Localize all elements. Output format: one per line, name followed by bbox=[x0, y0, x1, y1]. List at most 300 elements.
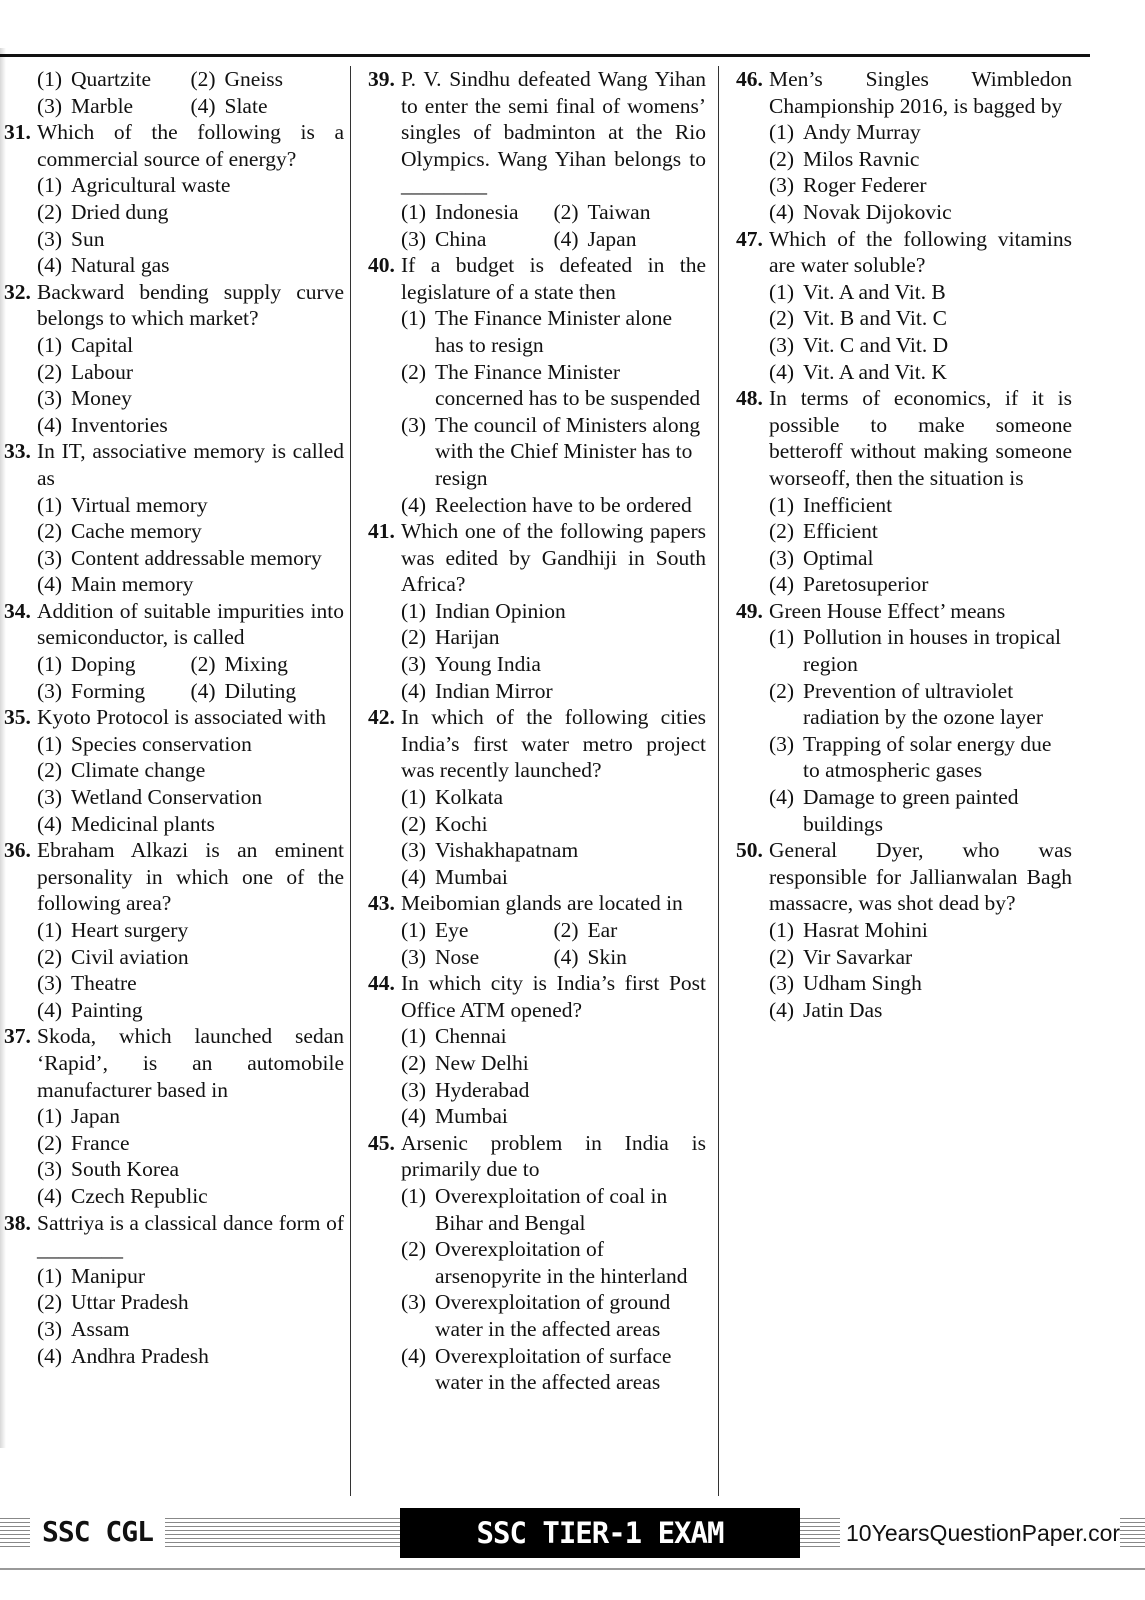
option bbox=[191, 651, 345, 678]
question-text: Green House Effect’ means bbox=[769, 598, 1006, 623]
question-number: 38. bbox=[4, 1210, 31, 1235]
option-number: (4) bbox=[401, 1343, 427, 1368]
option-number: (4) bbox=[401, 864, 427, 889]
option bbox=[401, 1050, 706, 1077]
option bbox=[554, 944, 707, 971]
option-number: (3) bbox=[37, 678, 63, 703]
option bbox=[769, 997, 1072, 1024]
option bbox=[401, 784, 706, 811]
option bbox=[37, 1263, 344, 1290]
question-block bbox=[368, 252, 706, 518]
option-number: (3) bbox=[37, 545, 63, 570]
question-number: 47. bbox=[736, 226, 763, 251]
option-text: Wetland Conservation bbox=[71, 785, 263, 810]
option-text: Pollution in houses in tropical region bbox=[803, 625, 1061, 677]
question-text: Skoda, which launched sedan ‘Rapid’, is an automobile manufacturer based in bbox=[37, 1024, 344, 1102]
option bbox=[37, 545, 344, 572]
option-number: (4) bbox=[401, 492, 427, 517]
option-number: (4) bbox=[190, 678, 216, 703]
option-text: Main memory bbox=[71, 572, 194, 597]
option-number: (1) bbox=[37, 67, 63, 91]
option-text: Overexploitation of coal in Bihar and Bengal bbox=[435, 1183, 668, 1235]
question-stem bbox=[736, 837, 1072, 917]
option bbox=[769, 944, 1072, 971]
option bbox=[401, 412, 706, 492]
option-text: Assam bbox=[71, 1316, 130, 1341]
option-number: (4) bbox=[769, 359, 795, 384]
column-divider-2 bbox=[718, 66, 719, 1496]
question-number: 46. bbox=[736, 67, 763, 91]
question-number: 44. bbox=[368, 971, 395, 996]
option-row bbox=[37, 651, 344, 678]
option-number: (2) bbox=[769, 944, 795, 969]
question-block bbox=[368, 970, 706, 1130]
option-row bbox=[37, 66, 344, 93]
option bbox=[37, 997, 344, 1024]
option bbox=[769, 119, 1072, 146]
option-number: (3) bbox=[401, 944, 427, 969]
options-list bbox=[37, 332, 344, 438]
option-row bbox=[401, 226, 706, 253]
question-number: 35. bbox=[4, 705, 31, 730]
option-number: (3) bbox=[37, 386, 63, 411]
option bbox=[401, 1236, 706, 1289]
option-text: Japan bbox=[587, 226, 637, 251]
option-text: Manipur bbox=[71, 1263, 146, 1288]
option-number: (3) bbox=[769, 173, 795, 198]
option bbox=[37, 731, 344, 758]
option-text: France bbox=[71, 1130, 130, 1155]
question-number: 32. bbox=[4, 279, 31, 304]
options-list bbox=[37, 1103, 344, 1209]
question-stem bbox=[368, 252, 706, 305]
option-number: (2) bbox=[37, 519, 63, 544]
option-text: Harijan bbox=[435, 625, 500, 650]
question-text: In terms of economics, if it is possible to make someone betteroff without making someone worseoff, then the situation is bbox=[769, 386, 1072, 490]
option-text: Indonesia bbox=[435, 199, 519, 224]
question-stem bbox=[4, 119, 344, 172]
option-text: Novak Dijokovic bbox=[803, 199, 952, 224]
question-block bbox=[368, 66, 706, 252]
question-number: 41. bbox=[368, 519, 395, 544]
option bbox=[769, 172, 1072, 199]
question-text: Arsenic problem in India is primarily due to bbox=[401, 1130, 706, 1182]
option bbox=[769, 518, 1072, 545]
question-text: Which one of the following papers was edited by Gandhiji in South Africa? bbox=[401, 519, 706, 597]
option-number: (2) bbox=[37, 1290, 63, 1315]
option bbox=[37, 518, 344, 545]
option bbox=[401, 917, 554, 944]
option-number: (3) bbox=[401, 838, 427, 863]
option-row bbox=[401, 917, 706, 944]
option-text: Reelection have to be ordered bbox=[435, 492, 692, 517]
question-stem bbox=[4, 598, 344, 651]
question-number: 36. bbox=[4, 838, 31, 863]
option-number: (3) bbox=[769, 731, 795, 756]
option bbox=[37, 226, 344, 253]
option-text: Indian Mirror bbox=[435, 678, 553, 703]
question-text: Ebraham Alkazi is an eminent personality in which one of the following area? bbox=[37, 838, 344, 916]
option-text: Indian Opinion bbox=[435, 598, 566, 623]
question-stem bbox=[368, 970, 706, 1023]
question-text: Meibomian glands are located in bbox=[401, 891, 683, 916]
option-number: (2) bbox=[553, 199, 579, 224]
question-stem bbox=[4, 704, 344, 731]
option-number: (1) bbox=[37, 332, 63, 357]
option bbox=[769, 146, 1072, 173]
option-text: Damage to green painted buildings bbox=[803, 785, 1019, 836]
question-number: 34. bbox=[4, 598, 31, 623]
question-stem bbox=[4, 438, 344, 491]
option bbox=[37, 1343, 344, 1370]
option-text: Jatin Das bbox=[803, 997, 883, 1022]
question-block bbox=[736, 837, 1072, 1023]
options-list bbox=[37, 651, 344, 704]
option-number: (4) bbox=[37, 253, 63, 278]
question-text: Addition of suitable impurities into semiconductor, is called bbox=[37, 598, 344, 650]
options-list bbox=[37, 917, 344, 1023]
option-text: Trapping of solar energy due to atmospheric gases bbox=[803, 731, 1052, 783]
question-number: 45. bbox=[368, 1130, 395, 1155]
question-number: 33. bbox=[4, 439, 31, 464]
option-text: Heart surgery bbox=[71, 918, 189, 942]
option-number: (1) bbox=[401, 918, 427, 942]
option-number: (1) bbox=[37, 492, 63, 517]
question-block bbox=[4, 119, 344, 279]
option-number: (4) bbox=[37, 1183, 63, 1208]
question-stem bbox=[4, 1023, 344, 1103]
option-number: (4) bbox=[401, 678, 427, 703]
option bbox=[769, 545, 1072, 572]
option-text: Hyderabad bbox=[435, 1077, 530, 1102]
option-number: (2) bbox=[37, 758, 63, 783]
option-text: Sun bbox=[71, 226, 105, 251]
option-row bbox=[401, 199, 706, 226]
option bbox=[769, 199, 1072, 226]
option bbox=[769, 305, 1072, 332]
option bbox=[191, 678, 345, 705]
option bbox=[769, 492, 1072, 519]
column-2 bbox=[368, 66, 706, 1396]
option bbox=[401, 811, 706, 838]
option bbox=[401, 1289, 706, 1342]
option-text: Vit. B and Vit. C bbox=[803, 306, 947, 331]
option-number: (4) bbox=[37, 997, 63, 1022]
footer-center-label: SSC TIER-1 EXAM bbox=[400, 1508, 800, 1558]
options-list bbox=[37, 66, 344, 119]
options-list bbox=[401, 1183, 706, 1396]
option-number: (4) bbox=[769, 199, 795, 224]
options-list bbox=[37, 1263, 344, 1369]
question-block bbox=[4, 66, 344, 119]
question-text: General Dyer, who was responsible for Jallianwalan Bagh massacre, was shot dead by? bbox=[769, 838, 1072, 916]
options-list bbox=[769, 624, 1072, 837]
option-number: (3) bbox=[401, 412, 427, 437]
option-text: Painting bbox=[71, 997, 143, 1022]
option-text: Vit. C and Vit. D bbox=[803, 332, 949, 357]
option-number: (3) bbox=[37, 1316, 63, 1341]
option-number: (3) bbox=[37, 93, 63, 118]
option-number: (2) bbox=[401, 1237, 427, 1262]
option bbox=[37, 1183, 344, 1210]
option bbox=[401, 305, 706, 358]
top-rule bbox=[0, 54, 1090, 57]
question-block bbox=[4, 1023, 344, 1209]
option bbox=[401, 492, 706, 519]
option-text: Mixing bbox=[224, 652, 288, 677]
question-block bbox=[368, 1130, 706, 1396]
option bbox=[37, 678, 191, 705]
option bbox=[37, 571, 344, 598]
option bbox=[401, 678, 706, 705]
option bbox=[554, 199, 707, 226]
option bbox=[401, 1343, 706, 1396]
question-block bbox=[4, 1210, 344, 1370]
footer-website: 10YearsQuestionPaper.cor bbox=[840, 1516, 1120, 1550]
option bbox=[554, 226, 707, 253]
option bbox=[37, 1289, 344, 1316]
option bbox=[37, 172, 344, 199]
option-number: (2) bbox=[37, 944, 63, 969]
option-number: (4) bbox=[37, 811, 63, 836]
option bbox=[769, 731, 1072, 784]
option-text: Inefficient bbox=[803, 492, 893, 517]
option-text: Vir Savarkar bbox=[803, 944, 913, 969]
question-number: 37. bbox=[4, 1024, 31, 1049]
question-text: If a budget is defeated in the legislature of a state then bbox=[401, 253, 706, 304]
question-block bbox=[736, 66, 1072, 226]
option-text: Japan bbox=[71, 1104, 120, 1129]
option-number: (2) bbox=[190, 67, 216, 91]
options-list bbox=[37, 731, 344, 837]
question-text: Backward bending supply curve belongs to which market? bbox=[37, 279, 344, 331]
option-number: (1) bbox=[401, 199, 427, 224]
option-text: Dried dung bbox=[71, 199, 169, 224]
option-text: Climate change bbox=[71, 758, 206, 783]
option-number: (1) bbox=[769, 120, 795, 145]
option bbox=[769, 917, 1072, 944]
option bbox=[37, 492, 344, 519]
option-text: Mumbai bbox=[435, 1104, 508, 1129]
question-stem bbox=[368, 66, 706, 199]
option bbox=[769, 970, 1072, 997]
option-number: (1) bbox=[769, 625, 795, 650]
option-text: The council of Ministers along with the Chief Minister has to resign bbox=[435, 412, 701, 490]
option bbox=[191, 66, 345, 93]
option-text: Mumbai bbox=[435, 864, 508, 889]
question-stem bbox=[368, 890, 706, 917]
option-number: (3) bbox=[769, 971, 795, 996]
option-number: (4) bbox=[769, 997, 795, 1022]
option-number: (2) bbox=[553, 918, 579, 942]
question-block bbox=[4, 438, 344, 598]
option-text: Taiwan bbox=[587, 199, 651, 224]
option-text: Cache memory bbox=[71, 519, 202, 544]
option bbox=[769, 279, 1072, 306]
option-text: Forming bbox=[71, 678, 146, 703]
option-number: (1) bbox=[37, 1104, 63, 1129]
option bbox=[401, 598, 706, 625]
options-list bbox=[401, 917, 706, 970]
option-number: (3) bbox=[37, 226, 63, 251]
option bbox=[37, 970, 344, 997]
option-number: (2) bbox=[401, 625, 427, 650]
option bbox=[401, 837, 706, 864]
option-row bbox=[401, 944, 706, 971]
question-text: Which of the following is a commercial source of energy? bbox=[37, 120, 344, 171]
option-number: (1) bbox=[37, 731, 63, 756]
page-footer bbox=[0, 1508, 1145, 1558]
option-text: Overexploitation of ground water in the affected areas bbox=[435, 1290, 671, 1341]
option-text: Gneiss bbox=[224, 67, 284, 91]
option-number: (1) bbox=[769, 279, 795, 304]
option-number: (3) bbox=[37, 785, 63, 810]
option bbox=[37, 784, 344, 811]
option bbox=[37, 412, 344, 439]
options-list bbox=[37, 492, 344, 598]
question-block bbox=[4, 598, 344, 704]
option-number: (2) bbox=[401, 359, 427, 384]
option bbox=[401, 944, 554, 971]
option-number: (3) bbox=[37, 1157, 63, 1182]
option bbox=[769, 332, 1072, 359]
option-row bbox=[37, 678, 344, 705]
question-stem bbox=[736, 385, 1072, 491]
option bbox=[37, 757, 344, 784]
option-number: (1) bbox=[37, 652, 63, 677]
option bbox=[191, 93, 345, 120]
option-number: (2) bbox=[769, 146, 795, 171]
option-text: Kolkata bbox=[435, 785, 504, 810]
column-divider-1 bbox=[350, 66, 351, 1496]
option-text: The Finance Minister concerned has to be suspended bbox=[435, 359, 701, 411]
option-text: Content addressable memory bbox=[71, 545, 322, 570]
option-text: Efficient bbox=[803, 519, 878, 544]
question-block bbox=[368, 704, 706, 890]
option bbox=[37, 385, 344, 412]
option-number: (1) bbox=[401, 1024, 427, 1049]
option-number: (3) bbox=[37, 971, 63, 996]
options-list bbox=[401, 1023, 706, 1129]
option bbox=[554, 917, 707, 944]
question-stem bbox=[736, 226, 1072, 279]
option-number: (1) bbox=[37, 918, 63, 942]
option-text: China bbox=[435, 226, 487, 251]
option bbox=[37, 332, 344, 359]
option-row bbox=[37, 93, 344, 120]
question-text: Men’s Singles Wimbledon Championship 2016, is bagged by bbox=[769, 67, 1072, 118]
question-number: 50. bbox=[736, 838, 763, 863]
option-number: (1) bbox=[401, 306, 427, 331]
option bbox=[37, 359, 344, 386]
footer-left-label: SSC CGL bbox=[30, 1512, 165, 1552]
option bbox=[769, 784, 1072, 837]
options-list bbox=[769, 492, 1072, 598]
option bbox=[769, 571, 1072, 598]
option-number: (4) bbox=[553, 944, 579, 969]
option bbox=[37, 651, 191, 678]
question-text: In IT, associative memory is called as bbox=[37, 439, 344, 490]
option-number: (2) bbox=[401, 811, 427, 836]
option-text: Quartzite bbox=[71, 67, 151, 91]
question-stem bbox=[368, 1130, 706, 1183]
option-number: (1) bbox=[401, 785, 427, 810]
option-number: (4) bbox=[553, 226, 579, 251]
option bbox=[769, 678, 1072, 731]
question-stem bbox=[368, 518, 706, 598]
option-text: Optimal bbox=[803, 545, 874, 570]
question-text: In which city is India’s first Post Office ATM opened? bbox=[401, 971, 706, 1022]
option bbox=[37, 1156, 344, 1183]
option-text: Virtual memory bbox=[71, 492, 208, 517]
option-number: (3) bbox=[401, 652, 427, 677]
options-list bbox=[401, 784, 706, 890]
question-block bbox=[736, 385, 1072, 598]
option-number: (3) bbox=[401, 226, 427, 251]
option-number: (4) bbox=[769, 572, 795, 597]
question-number: 40. bbox=[368, 253, 395, 278]
options-list bbox=[401, 305, 706, 518]
question-block bbox=[736, 226, 1072, 386]
question-text: Sattriya is a classical dance form of ________ bbox=[37, 1210, 344, 1262]
option-number: (2) bbox=[37, 1130, 63, 1155]
option-number: (4) bbox=[401, 1104, 427, 1129]
option-text: Roger Federer bbox=[803, 173, 927, 198]
option-text: Udham Singh bbox=[803, 971, 922, 996]
footer-bottom-rule bbox=[0, 1568, 1145, 1570]
question-block bbox=[4, 279, 344, 439]
option bbox=[37, 199, 344, 226]
option-text: Overexploitation of arsenopyrite in the hinterland bbox=[435, 1237, 688, 1288]
option-number: (2) bbox=[401, 1050, 427, 1075]
column-1 bbox=[4, 66, 344, 1369]
option-number: (1) bbox=[37, 173, 63, 198]
option-text: Money bbox=[71, 386, 132, 411]
option bbox=[769, 359, 1072, 386]
options-list bbox=[401, 598, 706, 704]
option bbox=[401, 624, 706, 651]
option-text: Natural gas bbox=[71, 253, 170, 278]
question-stem bbox=[736, 66, 1072, 119]
option-number: (2) bbox=[37, 359, 63, 384]
option-number: (4) bbox=[190, 93, 216, 118]
option bbox=[769, 624, 1072, 677]
option-text: Young India bbox=[435, 652, 541, 677]
options-list bbox=[769, 279, 1072, 385]
option-text: Agricultural waste bbox=[71, 173, 231, 198]
question-text: Kyoto Protocol is associated with bbox=[37, 705, 327, 730]
option-text: Theatre bbox=[71, 971, 137, 996]
option-number: (3) bbox=[401, 1290, 427, 1315]
option-text: Nose bbox=[435, 944, 480, 969]
question-number: 49. bbox=[736, 598, 763, 623]
question-number: 42. bbox=[368, 705, 395, 730]
option-text: South Korea bbox=[71, 1157, 180, 1182]
option-text: Capital bbox=[71, 332, 134, 357]
option-text: Andhra Pradesh bbox=[71, 1343, 209, 1368]
option-number: (4) bbox=[769, 785, 795, 810]
question-stem bbox=[736, 598, 1072, 625]
column-3 bbox=[736, 66, 1072, 1023]
question-stem bbox=[4, 1210, 344, 1263]
question-block bbox=[736, 598, 1072, 837]
option bbox=[401, 1183, 706, 1236]
option-number: (2) bbox=[769, 678, 795, 703]
option-text: Uttar Pradesh bbox=[71, 1290, 189, 1315]
option bbox=[401, 864, 706, 891]
option bbox=[401, 1023, 706, 1050]
option-number: (1) bbox=[769, 492, 795, 517]
